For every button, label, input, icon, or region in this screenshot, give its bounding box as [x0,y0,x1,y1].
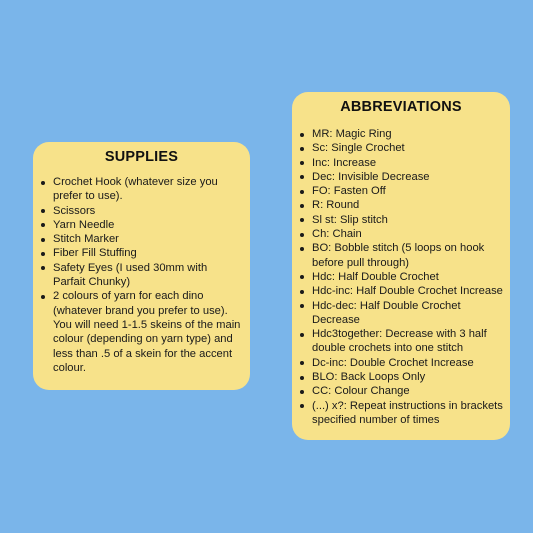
abbreviations-card [292,92,510,440]
abbreviation-item: Hdc3together: Decrease with 3 half double crochets into one stitch [292,327,504,356]
abbreviation-item: Hdc: Half Double Crochet [292,270,504,284]
supplies-item: Safety Eyes (I used 30mm with Parfait Chunky) [33,261,242,290]
abbreviation-item: (...) x?: Repeat instructions in brackets specified number of times [292,399,504,428]
abbreviation-item: BLO: Back Loops Only [292,370,504,384]
abbreviation-item: Hdc-inc: Half Double Crochet Increase [292,284,504,298]
supplies-card [33,142,250,390]
abbreviation-item: Sc: Single Crochet [292,141,504,155]
abbreviations-list [292,127,504,427]
abbreviation-item: FO: Fasten Off [292,184,504,198]
supplies-title: SUPPLIES [104,149,179,165]
abbreviation-item: Hdc-dec: Half Double Crochet Decrease [292,299,504,328]
abbreviations-title: ABBREVIATIONS [340,99,462,115]
abbreviation-item: Dc-inc: Double Crochet Increase [292,356,504,370]
supplies-item: Stitch Marker [33,232,242,246]
abbreviation-item: Dec: Invisible Decrease [292,170,504,184]
abbreviation-item: CC: Colour Change [292,384,504,398]
supplies-item: Fiber Fill Stuffing [33,246,242,260]
abbreviation-item: MR: Magic Ring [292,127,504,141]
supplies-item: Crochet Hook (whatever size you prefer to use). [33,175,242,204]
abbreviation-item: BO: Bobble stitch (5 loops on hook before pull through) [292,241,504,270]
abbreviation-item: Ch: Chain [292,227,504,241]
abbreviation-item: Inc: Increase [292,156,504,170]
supplies-item: Yarn Needle [33,218,242,232]
supplies-item: 2 colours of yarn for each dino (whatever brand you prefer to use). You will need 1-1.5 skeins of the main colour (depending on yarn type) and less than .5 of a skein for the accent colour. [33,289,242,375]
supplies-list [33,175,242,375]
supplies-item: Scissors [33,204,242,218]
abbreviation-item: Sl st: Slip stitch [292,213,504,227]
abbreviation-item: R: Round [292,198,504,212]
